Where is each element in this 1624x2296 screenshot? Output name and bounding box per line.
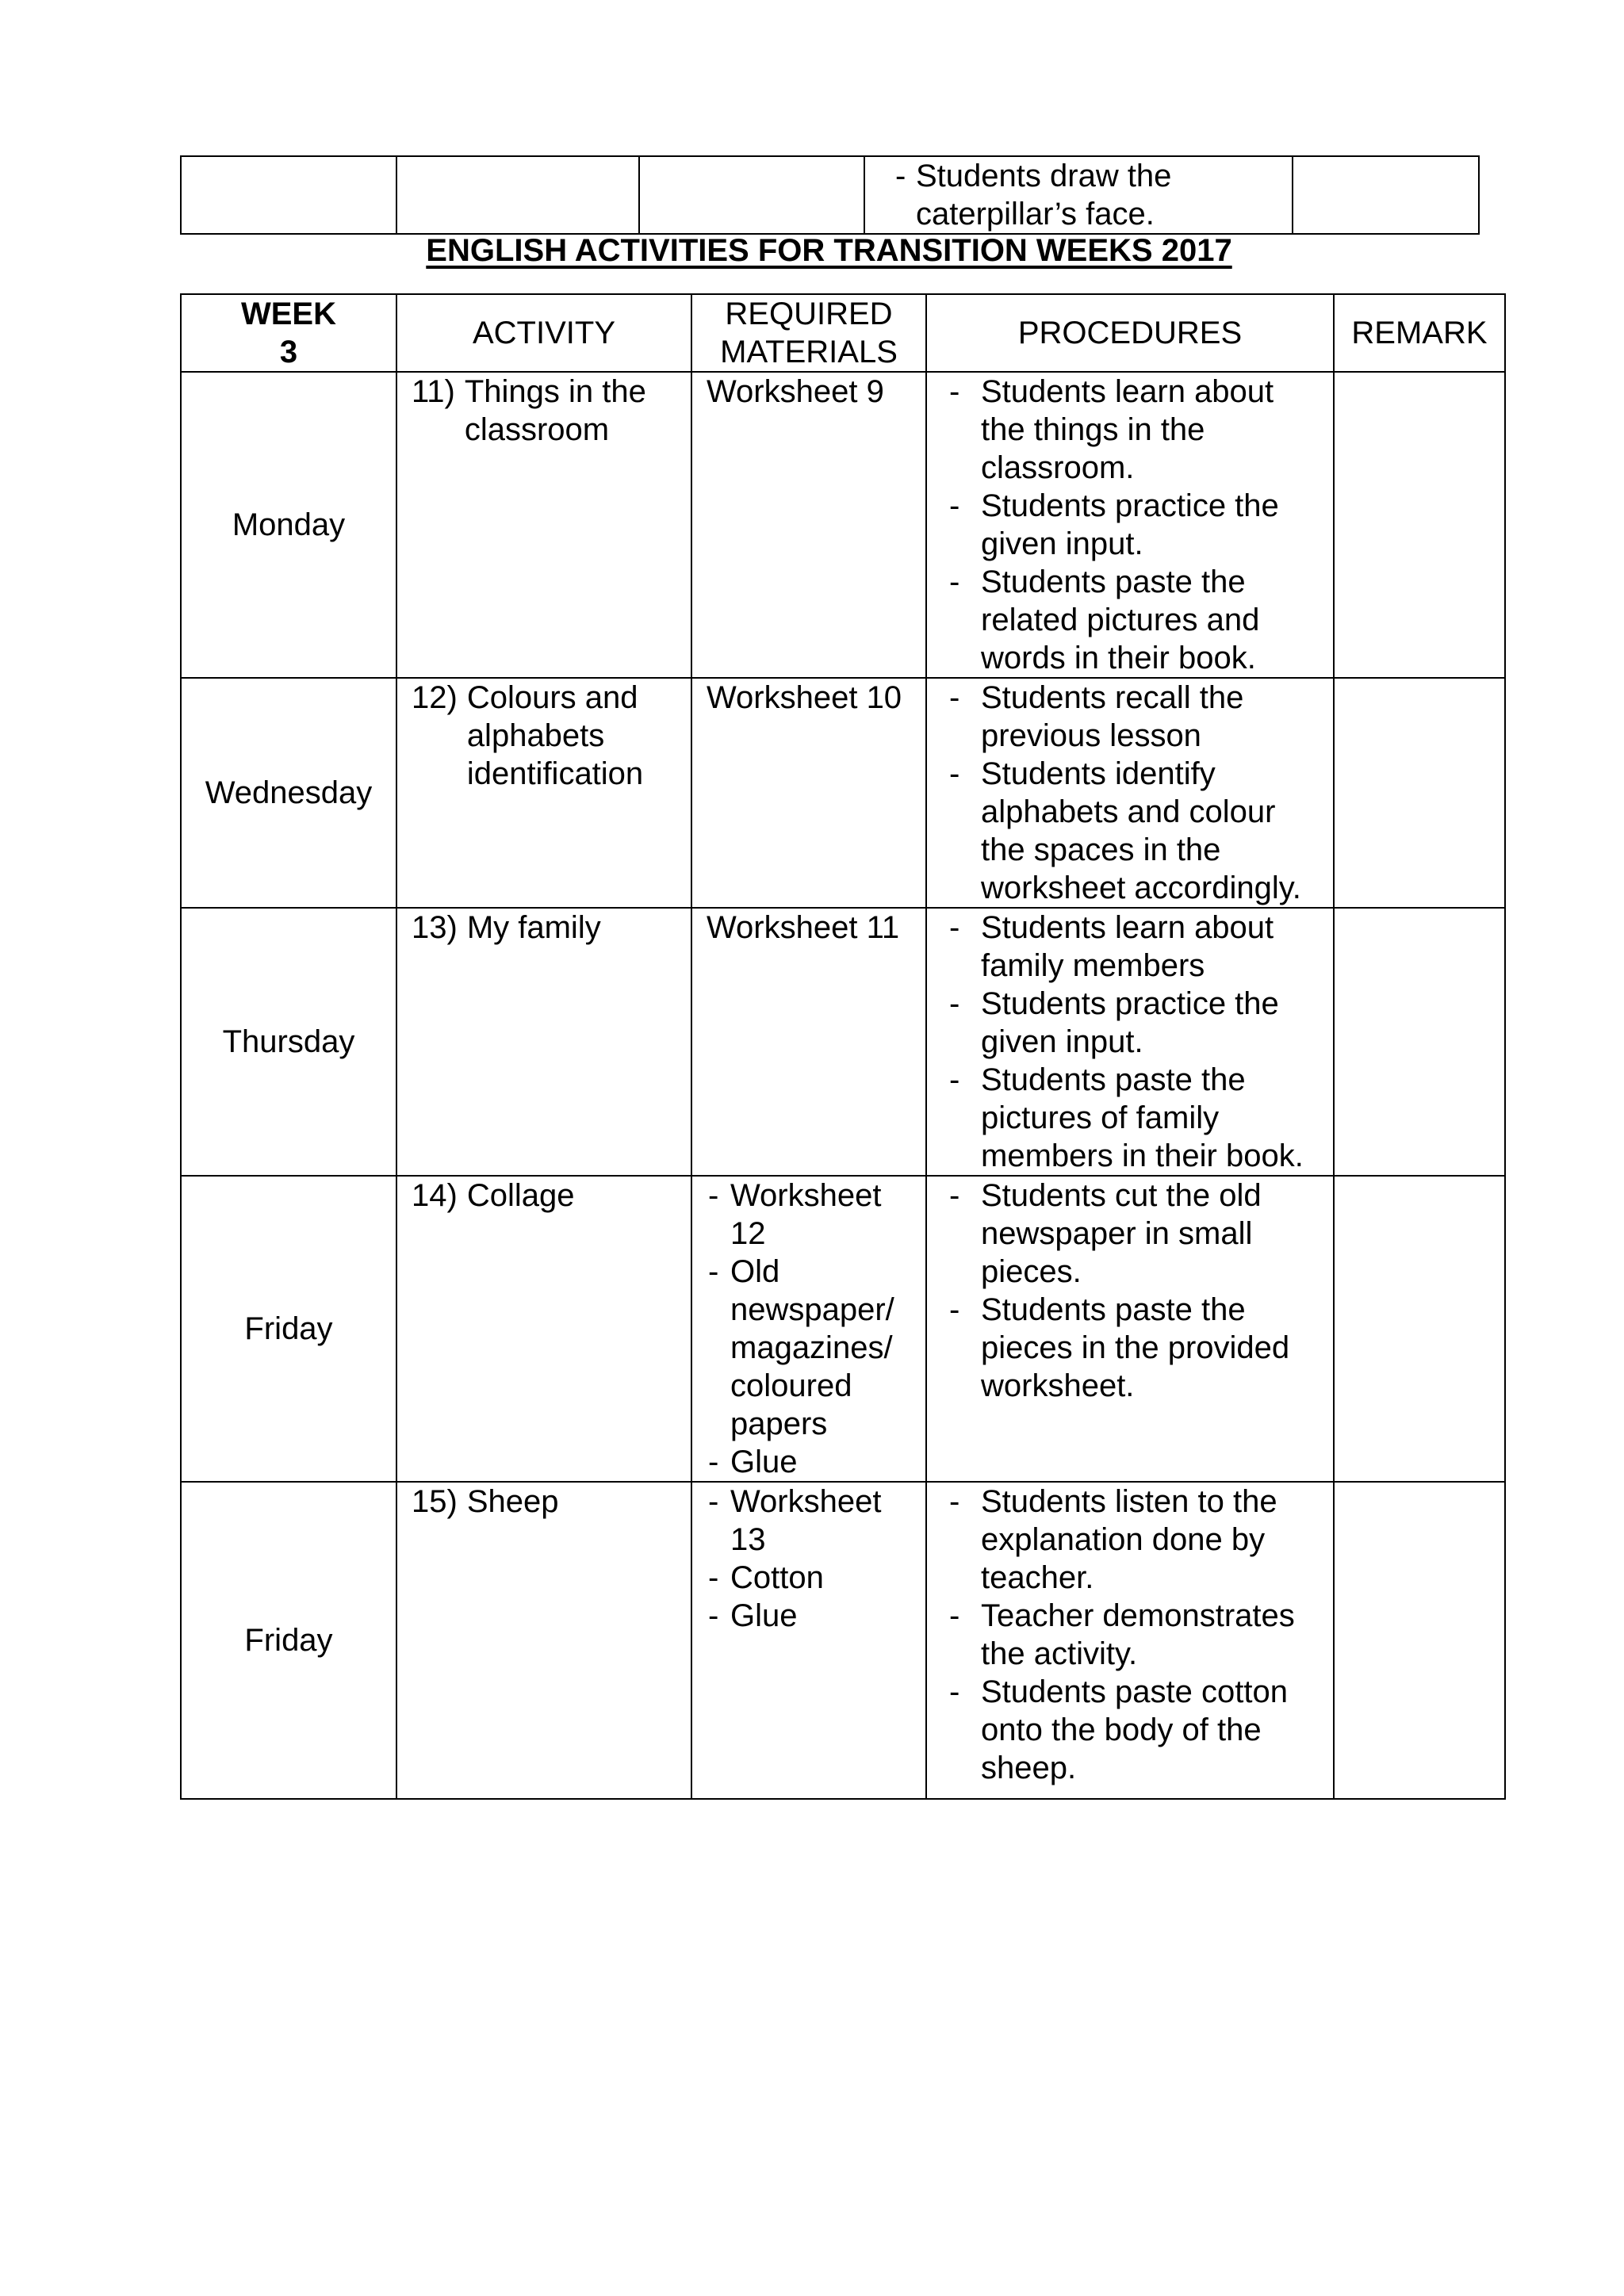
material-item: Worksheet 10	[707, 680, 902, 715]
day-cell: Friday	[181, 1482, 396, 1799]
day-cell: Monday	[181, 372, 396, 678]
table-row	[181, 1482, 1505, 1799]
activity-number: 11)	[412, 374, 455, 409]
activity-number: 14)	[412, 1178, 458, 1213]
materials-cell	[691, 1482, 926, 1799]
table-cell	[396, 156, 639, 234]
activity-text: Collage	[466, 1178, 575, 1213]
table-row	[181, 372, 1505, 678]
activity-text: Sheep	[466, 1484, 559, 1519]
material-item: Worksheet 11	[707, 910, 900, 945]
table-cell	[1293, 156, 1479, 234]
table-row	[181, 1176, 1505, 1482]
materials-header: REQUIRED MATERIALS	[691, 294, 926, 372]
procedures-cell	[926, 372, 1334, 678]
procedure-item: - Students listen to the explanation done by teacher.	[938, 1483, 1325, 1597]
procedures-cell	[926, 908, 1334, 1176]
table-row	[181, 678, 1505, 908]
procedure-item: - Teacher demonstrates the activity.	[938, 1597, 1325, 1673]
table-header-row	[181, 294, 1505, 372]
remark-header: REMARK	[1334, 294, 1505, 372]
procedure-item: - Students practice the given input.	[938, 985, 1325, 1061]
activity-cell	[396, 1176, 691, 1482]
activity-text: Things in the classroom	[464, 374, 646, 447]
table-row	[181, 908, 1505, 1176]
previous-page-table-fragment	[180, 155, 1480, 235]
materials-cell	[691, 372, 926, 678]
remark-cell	[1334, 1482, 1505, 1799]
procedure-item: - Students recall the previous lesson	[938, 679, 1325, 755]
material-item: - Worksheet 12	[703, 1177, 917, 1253]
day-cell: Wednesday	[181, 678, 396, 908]
material-item: - Old newspaper/ magazines/ coloured papers	[703, 1253, 917, 1443]
remark-cell	[1334, 908, 1505, 1176]
day-cell: Friday	[181, 1176, 396, 1482]
activity-cell	[396, 678, 691, 908]
table-cell	[639, 156, 864, 234]
material-item: - Worksheet 13	[703, 1483, 917, 1559]
material-item: - Glue	[703, 1597, 917, 1635]
procedure-item: - Students identify alphabets and colour the spaces in the worksheet accordingly.	[938, 755, 1325, 907]
material-item: - Glue	[703, 1443, 917, 1481]
procedures-cell	[926, 1482, 1334, 1799]
materials-cell	[691, 908, 926, 1176]
activity-text: Colours and alphabets identification	[466, 680, 644, 791]
table-cell	[181, 156, 396, 234]
remark-cell	[1334, 678, 1505, 908]
procedure-item: - Students learn about the things in the classroom.	[938, 373, 1325, 487]
procedures-cell	[926, 1176, 1334, 1482]
week-number: 3	[279, 335, 298, 369]
procedure-item: - Students paste the related pictures and words in their book.	[938, 563, 1325, 677]
page-title: ENGLISH ACTIVITIES FOR TRANSITION WEEKS 2017	[426, 233, 1232, 268]
table-row	[181, 156, 1479, 234]
procedure-item: - Students paste the pieces in the provided worksheet.	[938, 1291, 1325, 1405]
materials-cell	[691, 1176, 926, 1482]
activity-cell	[396, 372, 691, 678]
day-cell: Thursday	[181, 908, 396, 1176]
procedure-item: - Students cut the old newspaper in small pieces.	[938, 1177, 1325, 1291]
procedure-item: - Students practice the given input.	[938, 487, 1325, 563]
week-label: WEEK	[241, 297, 336, 331]
material-item: - Cotton	[703, 1559, 917, 1597]
procedure-item: - Students draw the caterpillar’s face.	[884, 157, 1284, 233]
activity-cell	[396, 1482, 691, 1799]
week-header	[181, 294, 396, 372]
activity-number: 12)	[412, 680, 458, 715]
procedures-header: PROCEDURES	[926, 294, 1334, 372]
materials-cell	[691, 678, 926, 908]
activity-text: My family	[466, 910, 601, 945]
procedure-cell	[864, 156, 1293, 234]
procedures-cell	[926, 678, 1334, 908]
material-item: Worksheet 9	[707, 374, 884, 409]
activities-table	[180, 293, 1506, 1800]
remark-cell	[1334, 372, 1505, 678]
procedure-item: - Students learn about family members	[938, 909, 1325, 985]
activity-number: 13)	[412, 910, 458, 945]
procedure-item: - Students paste the pictures of family members in their book.	[938, 1061, 1325, 1175]
activity-number: 15)	[412, 1484, 458, 1519]
procedure-item: - Students paste cotton onto the body of the sheep.	[938, 1673, 1325, 1787]
activity-header: ACTIVITY	[396, 294, 691, 372]
activity-cell	[396, 908, 691, 1176]
remark-cell	[1334, 1176, 1505, 1482]
